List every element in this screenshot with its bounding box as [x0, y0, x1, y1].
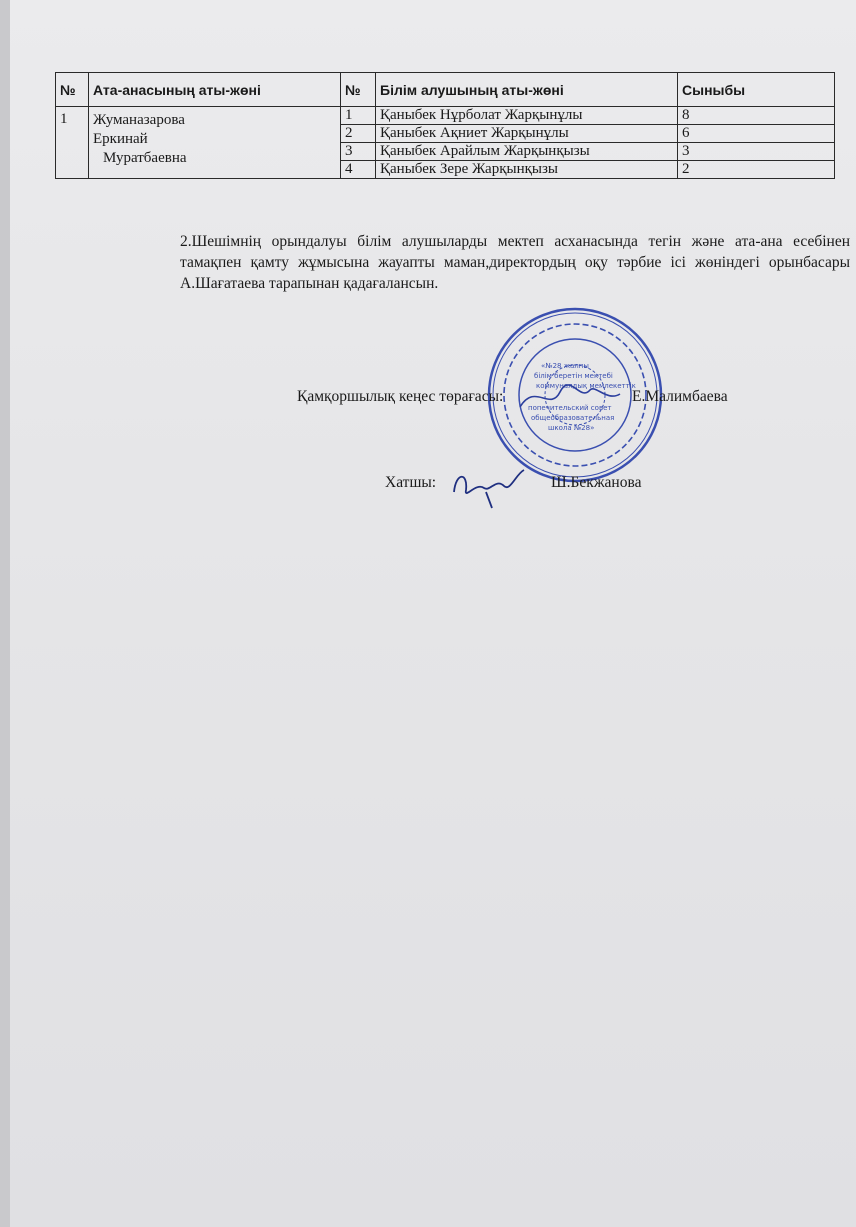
parent-firstname: Еркинай [93, 131, 148, 147]
student-num-cell: 4 [341, 161, 376, 179]
student-num-cell: 2 [341, 125, 376, 143]
chair-name: Е.Малимбаева [632, 388, 728, 405]
student-name-cell: Қаныбек Арайлым Жарқынқызы [376, 143, 678, 161]
svg-text:попечительский совет: попечительский совет [528, 404, 612, 412]
svg-text:білім беретін мектебі: білім беретін мектебі [534, 372, 613, 380]
header-student-name: Білім алушының аты-жөні [376, 73, 678, 107]
svg-text:школа №28»: школа №28» [548, 424, 595, 432]
student-name-cell: Қаныбек Зере Жарқынқызы [376, 161, 678, 179]
secretary-signature-icon [446, 462, 536, 510]
student-grade-cell: 3 [678, 143, 835, 161]
student-name-cell: Қаныбек Нұрболат Жарқынұлы [376, 107, 678, 125]
chair-label: Қамқоршылық кеңес төрағасы: [297, 388, 504, 405]
svg-text:коммуналдық мемлекеттік: коммуналдық мемлекеттік [536, 382, 636, 390]
header-num-student: № [341, 73, 376, 107]
svg-text:общеобразовательная: общеобразовательная [531, 414, 615, 422]
secretary-name: Ш.Бекжанова [551, 474, 642, 491]
page-edge [0, 0, 10, 1227]
parent-surname: Жуманазарова [93, 112, 185, 128]
chair-signature-icon [515, 372, 625, 422]
student-grade-cell: 6 [678, 125, 835, 143]
student-grade-cell: 2 [678, 161, 835, 179]
table-header-row [56, 73, 835, 107]
decision-paragraph: 2.Шешімнің орындалуы білім алушыларды мектеп асханасында тегін және ата-ана есебінен тамақпен қамту жұмысына жауапты маман,директордың оқу тәрбие ісі жөніндегі орынбасары А.Шағатаева тарапынан қадағалансын. [180, 233, 850, 292]
student-num-cell: 1 [341, 107, 376, 125]
header-num-parent: № [56, 73, 89, 107]
table-row [56, 107, 835, 125]
parent-name-cell [89, 107, 341, 179]
header-parent-name: Ата-анасының аты-жөні [89, 73, 341, 107]
student-grade-cell: 8 [678, 107, 835, 125]
document-page [10, 0, 856, 1227]
secretary-label: Хатшы: [385, 474, 437, 491]
student-name-cell: Қаныбек Ақниет Жарқынұлы [376, 125, 678, 143]
header-grade: Сыныбы [678, 73, 835, 107]
svg-text:«№28 жалпы: «№28 жалпы [541, 362, 589, 370]
student-num-cell: 3 [341, 143, 376, 161]
student-table [55, 72, 835, 179]
parent-num-cell: 1 [56, 107, 89, 179]
parent-patronymic: Муратбаевна [103, 150, 187, 166]
